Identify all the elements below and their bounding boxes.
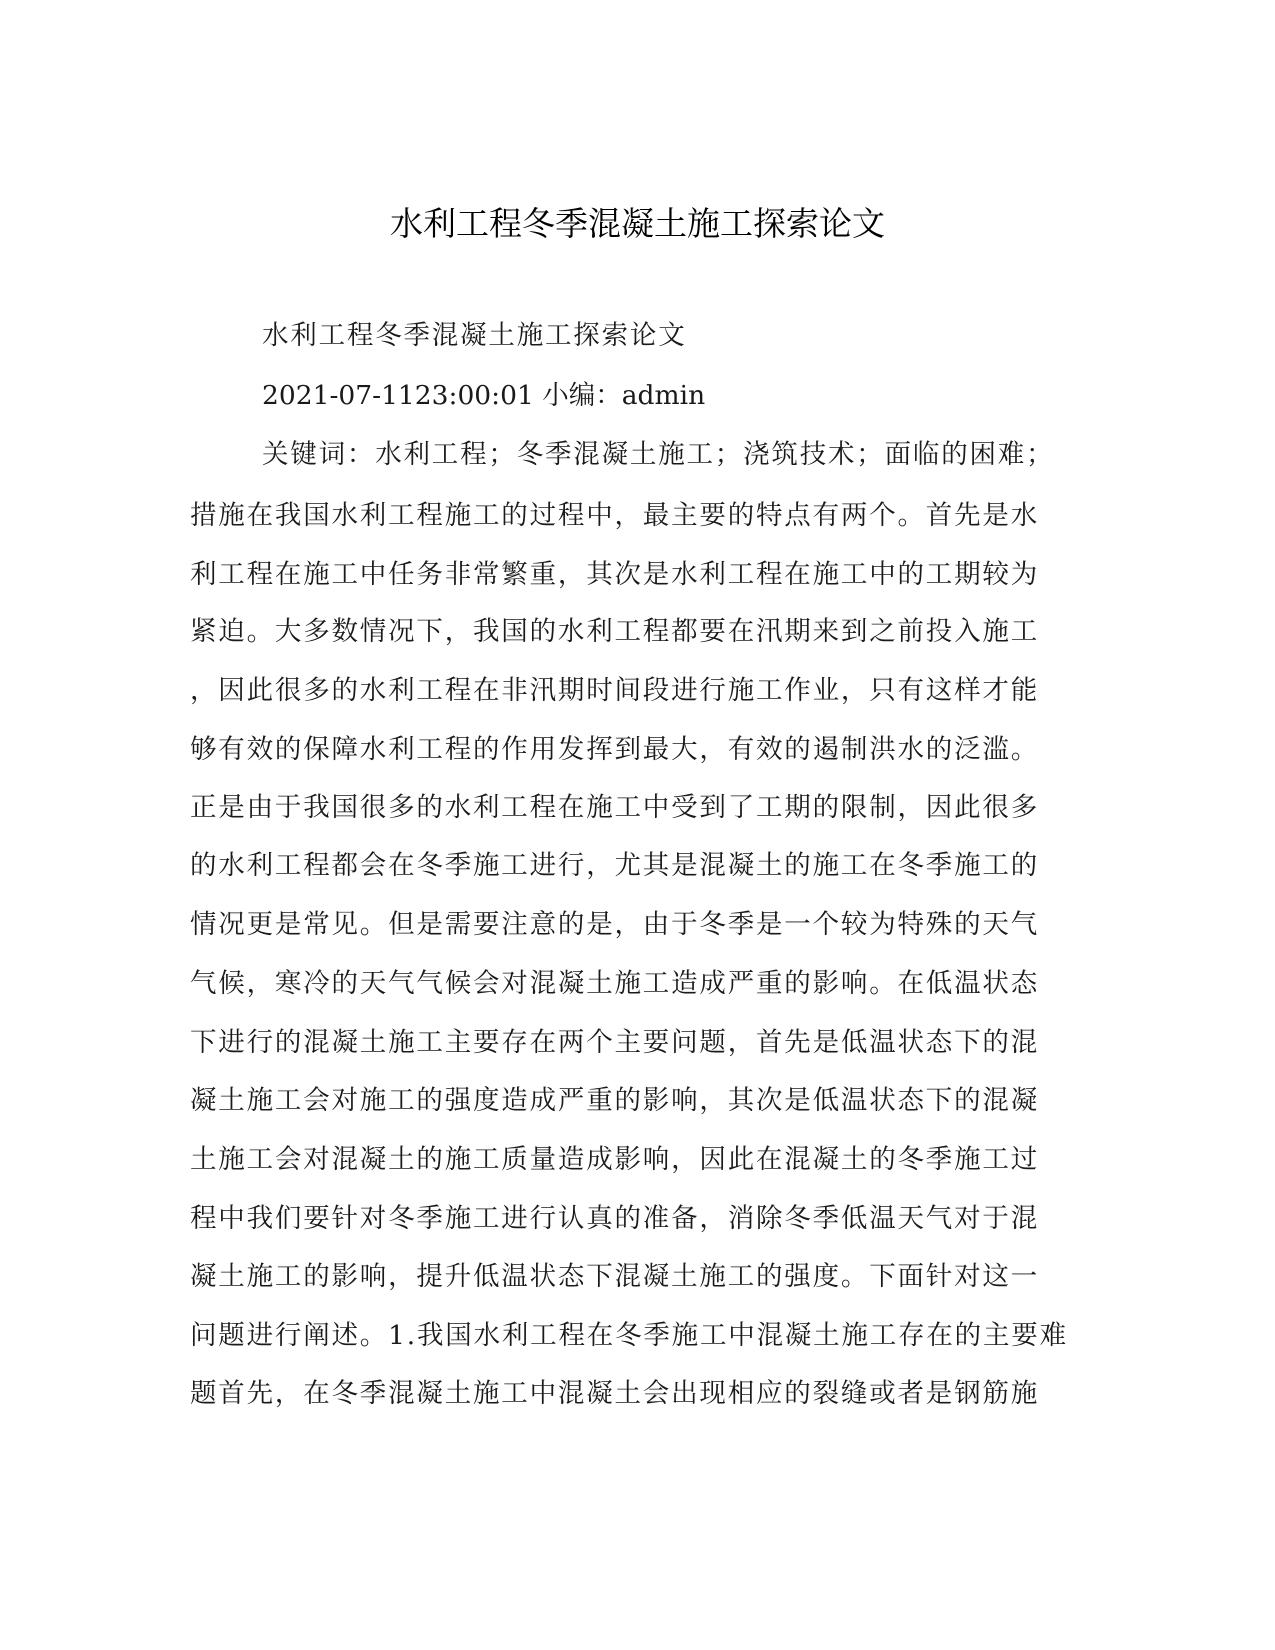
- paragraph-line: 气候，寒冷的天气气候会对混凝土施工造成严重的影响。在低温状态: [190, 968, 1039, 999]
- paragraph-line: 问题进行阐述。1.我国水利工程在冬季施工中混凝土施工存在的主要难: [190, 1320, 1068, 1351]
- paragraph-line: 凝土施工会对施工的强度造成严重的影响，其次是低温状态下的混凝: [190, 1085, 1039, 1116]
- paragraph-line: 的水利工程都会在冬季施工进行，尤其是混凝土的施工在冬季施工的: [190, 850, 1039, 881]
- paragraph-line: 利工程在施工中任务非常繁重，其次是水利工程在施工中的工期较为: [190, 559, 1039, 590]
- paragraph-line: 土施工会对混凝土的施工质量造成影响，因此在混凝土的冬季施工过: [190, 1144, 1039, 1175]
- document-title: 水利工程冬季混凝土施工探索论文: [390, 204, 885, 243]
- paragraph-line: 关键词：水利工程；冬季混凝土施工；浇筑技术；面临的困难；: [262, 439, 1055, 470]
- paragraph-line: ，因此很多的水利工程在非汛期时间段进行施工作业，只有这样才能: [190, 675, 1039, 706]
- paragraph-line: 题首先，在冬季混凝土施工中混凝土会出现相应的裂缝或者是钢筋施: [190, 1378, 1039, 1409]
- paragraph-line: 紧迫。大多数情况下，我国的水利工程都要在汛期来到之前投入施工: [190, 616, 1039, 647]
- paragraph-line: 下进行的混凝土施工主要存在两个主要问题，首先是低温状态下的混: [190, 1027, 1039, 1058]
- paragraph-line: 程中我们要针对冬季施工进行认真的准备，消除冬季低温天气对于混: [190, 1203, 1039, 1234]
- paragraph-line: 正是由于我国很多的水利工程在施工中受到了工期的限制，因此很多: [190, 792, 1039, 823]
- document-subtitle: 水利工程冬季混凝土施工探索论文: [262, 320, 687, 351]
- document-meta: 2021-07-1123:00:01 小编：admin: [262, 380, 706, 411]
- paragraph-line: 够有效的保障水利工程的作用发挥到最大，有效的遏制洪水的泛滥。: [190, 734, 1039, 765]
- paragraph-line: 情况更是常见。但是需要注意的是，由于冬季是一个较为特殊的天气: [190, 909, 1039, 940]
- paragraph-line: 措施在我国水利工程施工的过程中，最主要的特点有两个。首先是水: [190, 500, 1039, 531]
- paragraph-line: 凝土施工的影响，提升低温状态下混凝土施工的强度。下面针对这一: [190, 1261, 1039, 1292]
